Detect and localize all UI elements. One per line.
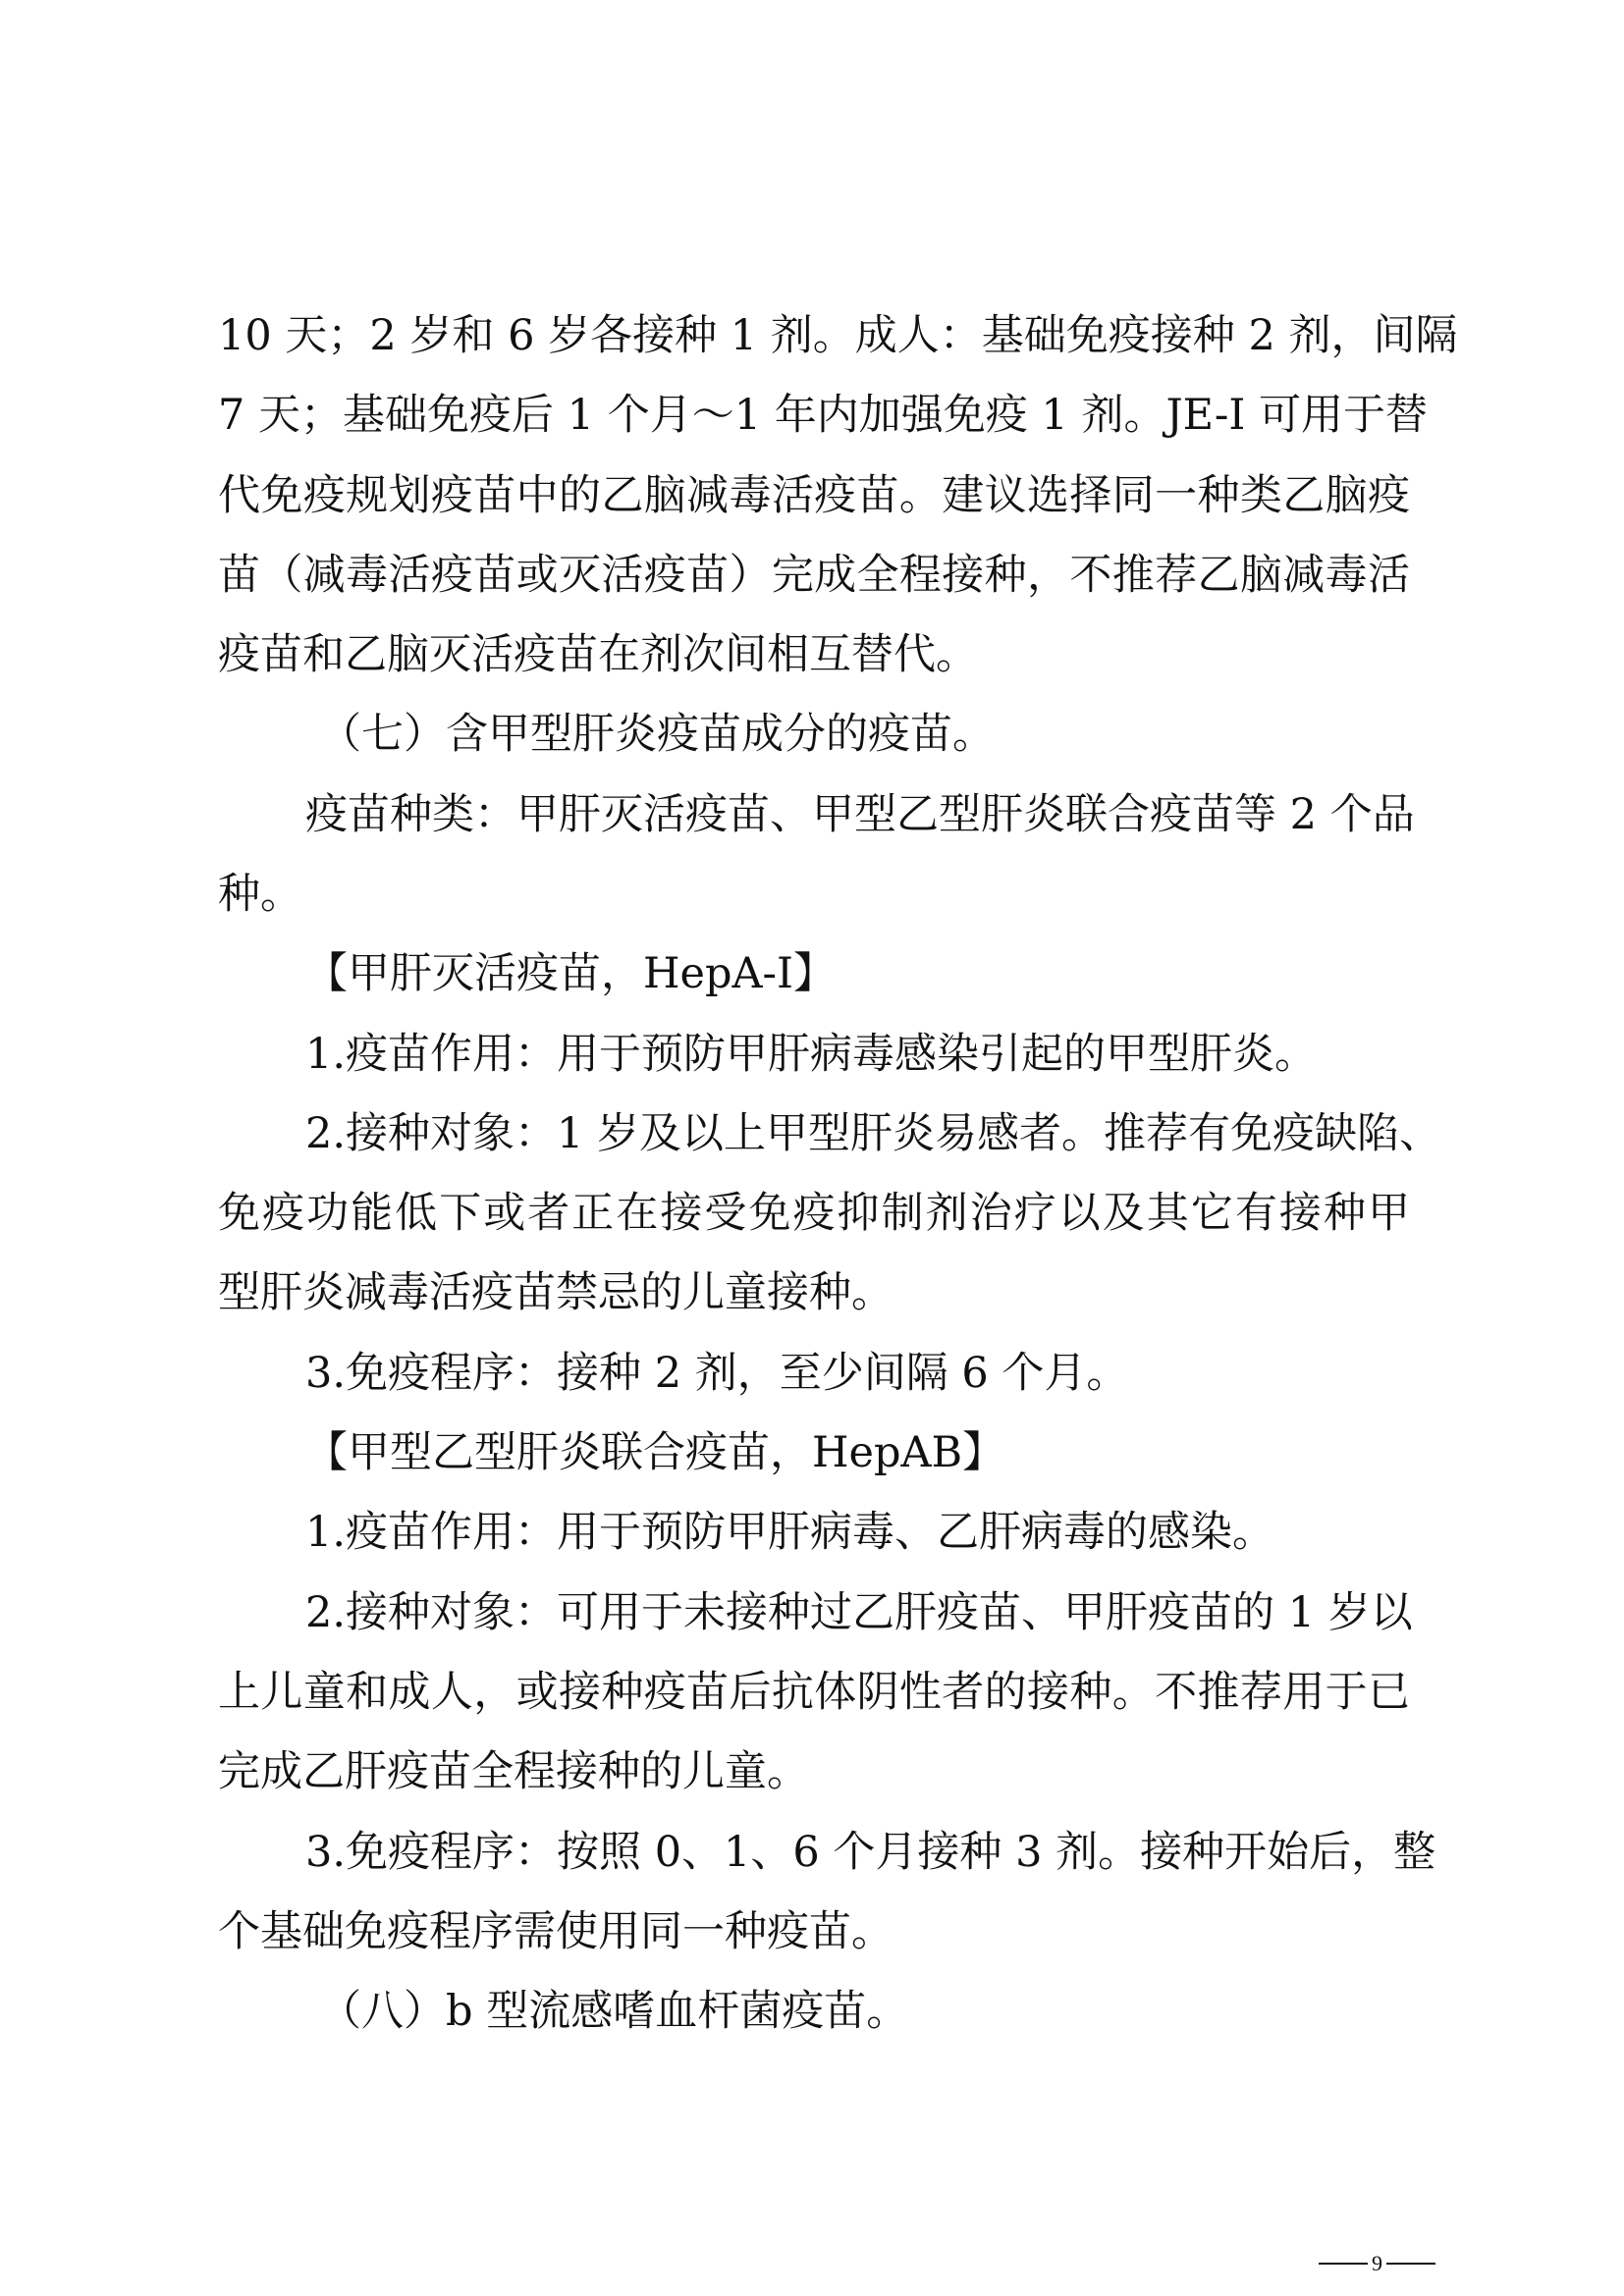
section-heading-text: （七）含甲型肝炎疫苗成分的疫苗。 — [319, 710, 995, 759]
vaccine-heading-text: 【甲型乙型肝炎联合疫苗，HepAB】 — [305, 1428, 1005, 1477]
paragraph-line — [0, 611, 1624, 699]
paragraph-line — [0, 1010, 1624, 1098]
line-text: 3.免疫程序：接种 2 剂，至少间隔 6 个月。 — [305, 1349, 1129, 1398]
section-heading — [0, 1967, 1624, 2056]
paragraph-line — [0, 1808, 1624, 1896]
paragraph-line — [0, 1169, 1624, 1257]
line-text: 2.接种对象：1 岁及以上甲型肝炎易感者。推荐有免疫缺陷、 — [305, 1109, 1442, 1158]
page-number-dash-left — [1319, 2263, 1368, 2265]
vaccine-heading — [0, 1409, 1624, 1497]
section-heading-text: （八）b 型流感嗜血杆菌疫苗。 — [319, 1987, 909, 2036]
paragraph-line — [0, 452, 1624, 540]
paragraph-line — [0, 292, 1624, 380]
paragraph-line — [0, 850, 1624, 938]
line-text: 上儿童和成人，或接种疫苗后抗体阴性者的接种。不推荐用于已 — [218, 1668, 1410, 1717]
line-text: 1.疫苗作用：用于预防甲肝病毒感染引起的甲型肝炎。 — [305, 1030, 1318, 1079]
paragraph-line — [0, 531, 1624, 619]
line-text: 疫苗种类：甲肝灭活疫苗、甲型乙型肝炎联合疫苗等 2 个品 — [305, 790, 1415, 839]
paragraph-line — [0, 1888, 1624, 1976]
line-text: 个基础免疫程序需使用同一种疫苗。 — [218, 1907, 893, 1956]
paragraph-line — [0, 1488, 1624, 1576]
paragraph-line — [0, 1648, 1624, 1736]
line-text: 完成乙肝疫苗全程接种的儿童。 — [218, 1747, 809, 1796]
section-heading — [0, 690, 1624, 778]
line-text: 苗（减毒活疫苗或灭活疫苗）完成全程接种，不推荐乙脑减毒活 — [218, 551, 1410, 600]
paragraph-line — [0, 371, 1624, 459]
vaccine-heading-text: 【甲肝灭活疫苗，HepA-I】 — [305, 949, 837, 998]
page-number — [1319, 2244, 1435, 2283]
page-number-text: 9 — [1372, 2251, 1382, 2275]
line-text: 种。 — [218, 870, 302, 919]
paragraph-line — [0, 1249, 1624, 1337]
line-text: 10 天；2 岁和 6 岁各接种 1 剂。成人：基础免疫接种 2 剂，间隔 — [218, 311, 1458, 360]
line-text: 代免疫规划疫苗中的乙脑减毒活疫苗。建议选择同一种类乙脑疫 — [218, 471, 1410, 520]
line-text: 疫苗和乙脑灭活疫苗在剂次间相互替代。 — [218, 630, 978, 679]
line-text: 型肝炎减毒活疫苗禁忌的儿童接种。 — [218, 1268, 893, 1317]
paragraph-line — [0, 1329, 1624, 1417]
paragraph-line — [0, 1569, 1624, 1657]
page-number-dash-right — [1386, 2263, 1435, 2265]
line-text: 3.免疫程序：按照 0、1、6 个月接种 3 剂。接种开始后，整 — [305, 1828, 1436, 1877]
paragraph-line — [0, 1090, 1624, 1178]
line-text: 7 天；基础免疫后 1 个月～1 年内加强免疫 1 剂。JE-I 可用于替 — [218, 391, 1429, 440]
paragraph-line — [0, 771, 1624, 859]
line-text: 2.接种对象：可用于未接种过乙肝疫苗、甲肝疫苗的 1 岁以 — [305, 1588, 1413, 1637]
vaccine-heading — [0, 930, 1624, 1018]
line-text: 1.疫苗作用：用于预防甲肝病毒、乙肝病毒的感染。 — [305, 1508, 1275, 1557]
line-text: 免疫功能低下或者正在接受免疫抑制剂治疗以及其它有接种甲 — [218, 1189, 1410, 1238]
paragraph-line — [0, 1728, 1624, 1816]
